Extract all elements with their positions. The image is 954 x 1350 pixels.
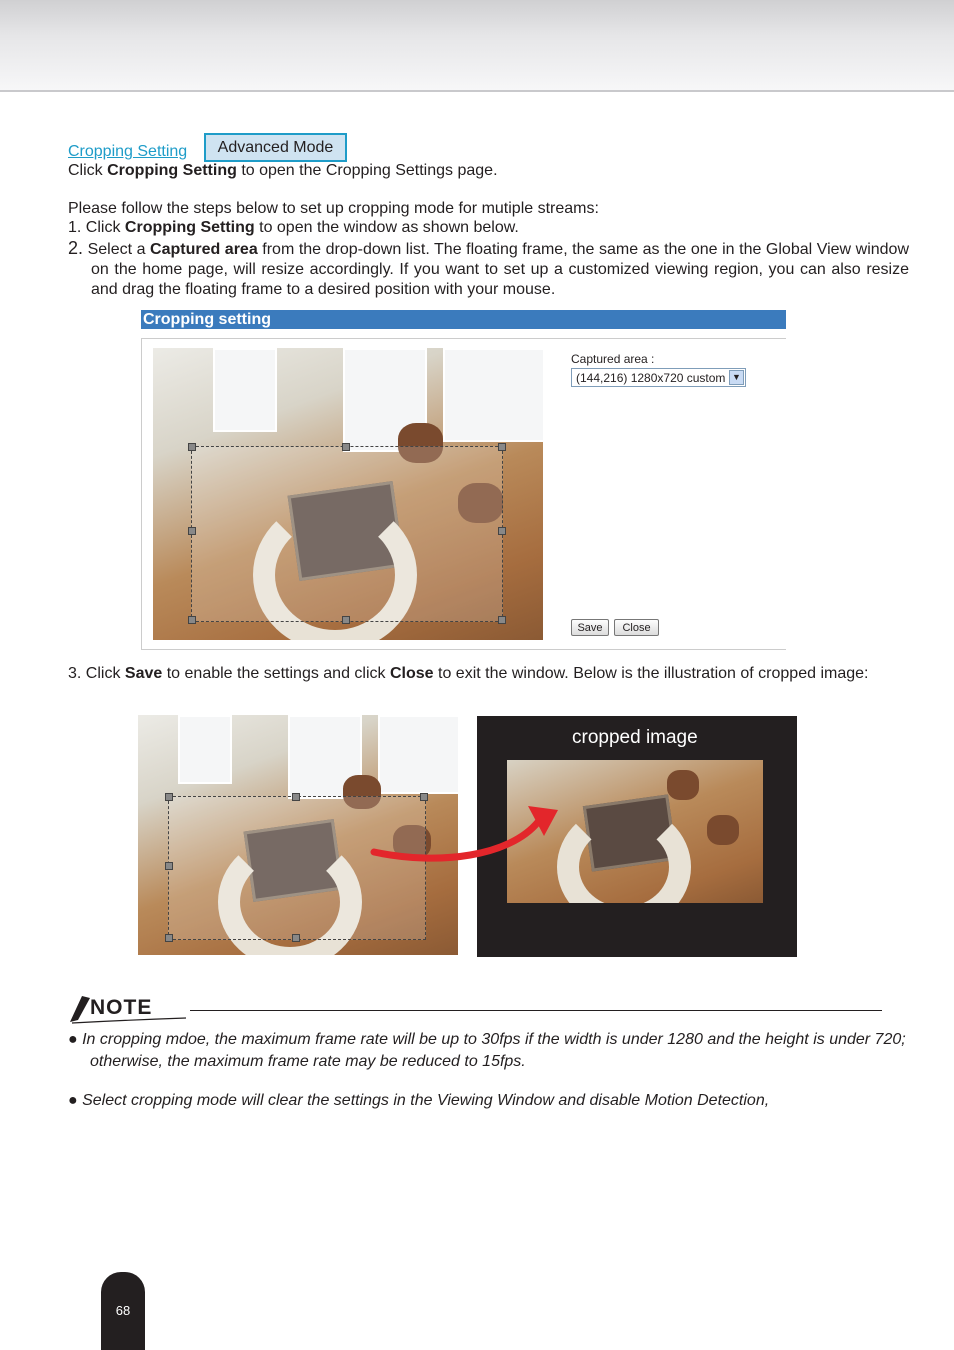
captured-area-select[interactable]: (144,216) 1280x720 custom ▼ <box>571 368 746 387</box>
frame-handle <box>165 862 173 870</box>
floating-crop-frame[interactable] <box>191 446 503 622</box>
note-bullet-1: ● In cropping mdoe, the maximum frame rate will be up to 30fps if the width is under 1280 and the height is under 720; otherwise, the maximum frame rate may be reduced to 15fps. <box>68 1031 906 1070</box>
resize-handle[interactable] <box>342 616 350 624</box>
cropping-setting-link[interactable]: Cropping Setting <box>68 143 188 160</box>
cropping-setting-title-bar: Cropping setting <box>141 310 786 329</box>
chevron-down-icon: ▼ <box>729 370 744 385</box>
cropped-image-label: cropped image <box>572 727 698 748</box>
resize-handle[interactable] <box>498 443 506 451</box>
resize-handle[interactable] <box>342 443 350 451</box>
frame-handle <box>292 934 300 942</box>
resize-handle[interactable] <box>498 616 506 624</box>
step-2: 2. Select a Captured area from the drop-down list. The floating frame, the same as the one in the Global View window on the home page, will resize accordingly. If you want to set up a customized viewing region, you can also resize and drag the floating frame to a desired position with your mouse. <box>68 238 910 298</box>
arrow-icon <box>370 800 570 870</box>
page-header-band <box>0 0 954 92</box>
frame-handle <box>165 793 173 801</box>
note-title: NOTE <box>90 996 153 1019</box>
steps-intro: Please follow the steps below to set up cropping mode for mutiple streams: <box>68 200 599 217</box>
close-button[interactable]: Close <box>614 619 659 636</box>
save-button[interactable]: Save <box>571 619 609 636</box>
step-3: 3. Click Save to enable the settings and click Close to exit the window. Below is the illustration of cropped image: <box>68 665 869 682</box>
captured-area-label: Captured area : <box>571 352 655 366</box>
resize-handle[interactable] <box>188 527 196 535</box>
frame-handle <box>165 934 173 942</box>
resize-handle[interactable] <box>188 443 196 451</box>
frame-handle <box>292 793 300 801</box>
note-divider <box>190 1010 882 1011</box>
resize-handle[interactable] <box>188 616 196 624</box>
resize-handle[interactable] <box>498 527 506 535</box>
advanced-mode-badge: Advanced Mode <box>204 133 347 162</box>
intro-paragraph: Click Cropping Setting to open the Cropping Settings page. <box>68 162 498 179</box>
note-bullet-2: ● Select cropping mode will clear the settings in the Viewing Window and disable Motion Detection, <box>68 1092 770 1109</box>
page-number: 68 <box>101 1272 145 1350</box>
step-1: 1. Click Cropping Setting to open the window as shown below. <box>68 219 519 236</box>
